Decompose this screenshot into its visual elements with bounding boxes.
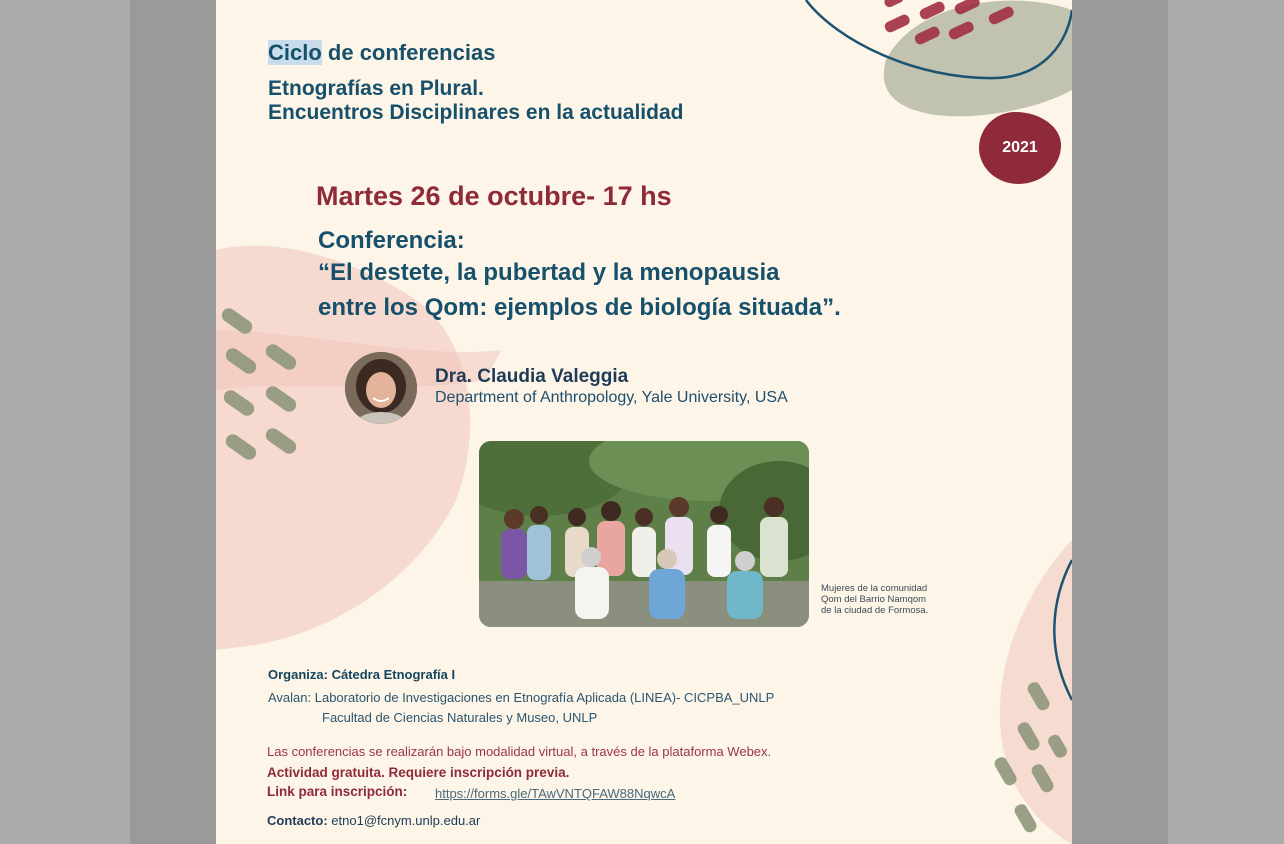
organizer-line: Organiza: Cátedra Etnografía I <box>268 667 456 682</box>
speaker-name: Dra. Claudia Valeggia <box>435 366 629 387</box>
conference-title-line1: “El destete, la pubertad y la menopausia <box>318 259 780 286</box>
conference-label: Conferencia: <box>318 227 465 254</box>
event-date: Martes 26 de octubre- 17 hs <box>316 181 672 211</box>
viewer-margin-left <box>130 0 216 844</box>
free-activity-note: Actividad gratuita. Requiere inscripción previa. <box>267 765 570 780</box>
endorsers-line1: Avalan: Laboratorio de Investigaciones en Etnografía Aplicada (LINEA)- CICPBA_UNLP <box>268 690 775 705</box>
sage-blob-top <box>884 1 1072 117</box>
contact-email[interactable]: etno1@fcnym.unlp.edu.ar <box>327 813 481 828</box>
viewer-margin-right <box>1070 0 1168 844</box>
registration-link[interactable]: https://forms.gle/TAwVNTQFAW88NqwcA <box>435 786 676 801</box>
community-photo <box>479 441 809 627</box>
speaker-avatar <box>345 352 417 424</box>
endorsers-line2: Facultad de Ciencias Naturales y Museo, UNLP <box>322 710 598 725</box>
virtual-modality-note: Las conferencias se realizarán bajo modalidad virtual, a través de la plataforma Webex. <box>267 744 772 759</box>
speaker-portrait-icon <box>345 352 417 424</box>
speaker-affiliation: Department of Anthropology, Yale University, USA <box>435 389 788 406</box>
photo-caption-line1: Mujeres de la comunidad <box>821 583 928 594</box>
contact-line <box>267 813 480 828</box>
series-title-line1: Etnografías en Plural. <box>268 77 484 100</box>
photo-caption-line3: de la ciudad de Formosa. <box>821 605 929 616</box>
year-badge: 2021 <box>979 112 1061 184</box>
series-label <box>268 40 495 66</box>
registration-link-label: Link para inscripción: <box>267 784 408 799</box>
series-label-highlight: Ciclo <box>268 40 322 65</box>
series-title-line2: Encuentros Disciplinares en la actualidad <box>268 101 684 124</box>
photo-caption-line2: Qom del Barrio Namqom <box>821 594 927 605</box>
group-photo-image-icon <box>479 441 809 627</box>
series-label-rest: de conferencias <box>321 40 496 65</box>
conference-title-line2: entre los Qom: ejemplos de biología situada”. <box>318 294 841 321</box>
contact-label: Contacto: <box>267 813 328 828</box>
poster-page <box>216 0 1072 844</box>
